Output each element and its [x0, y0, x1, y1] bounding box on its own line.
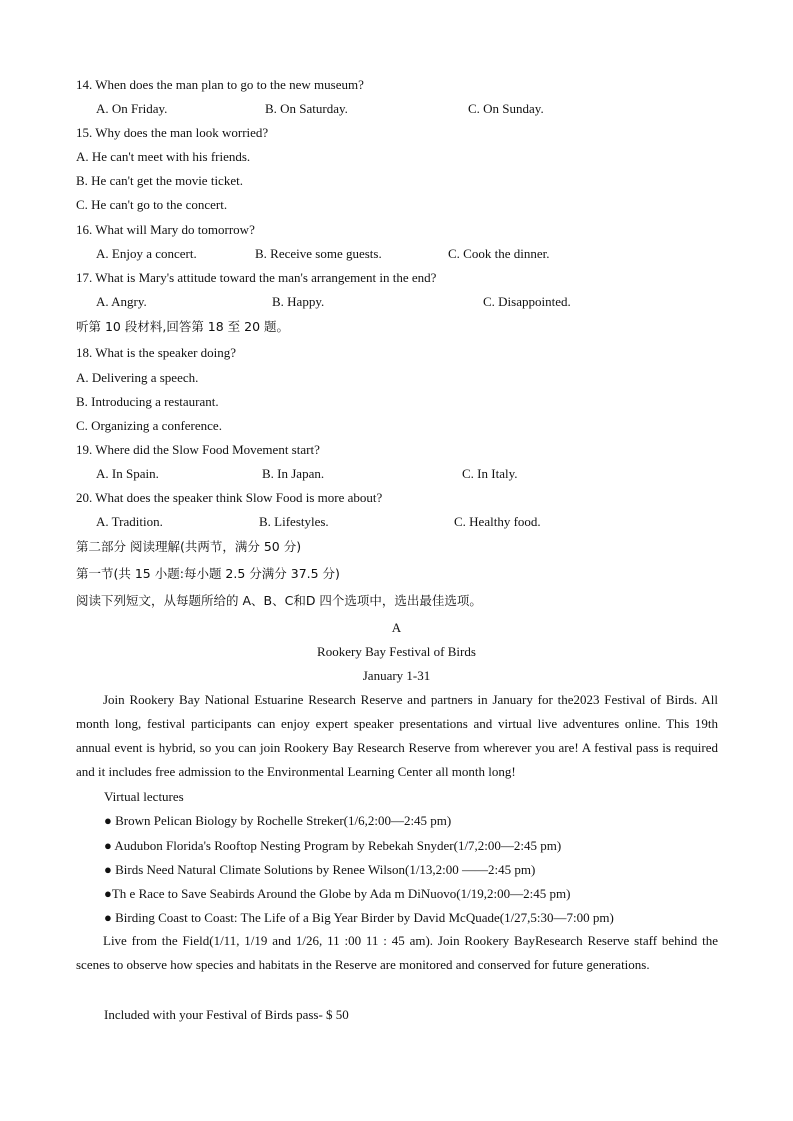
question-17-option-a: A. Angry. — [96, 294, 147, 309]
question-16-option-a: A. Enjoy a concert. — [96, 246, 197, 261]
question-19-option-c: C. In Italy. — [462, 466, 518, 481]
question-18-option-a: A. Delivering a speech. — [76, 370, 199, 385]
question-15-option-c: C. He can't go to the concert. — [76, 197, 228, 212]
question-16-option-c: C. Cook the dinner. — [448, 246, 550, 261]
question-18-stem: 18. What is the speaker doing? — [76, 345, 237, 360]
lecture-item: ● Audubon Florida's Rooftop Nesting Program by Rebekah Snyder(1/7,2:00—2:45 pm) — [104, 838, 562, 853]
question-14-option-a: A. On Friday. — [96, 101, 168, 116]
section-1-heading: 第一节(共 15 小题:每小题 2.5 分满分 37.5 分) — [76, 566, 340, 581]
part-2-heading: 第二部分 阅读理解(共两节，满分 50 分) — [76, 539, 302, 554]
passage-title: Rookery Bay Festival of Birds — [317, 644, 476, 659]
question-14-option-c: C. On Sunday. — [468, 101, 544, 116]
passage-intro-paragraph: Join Rookery Bay National Estuarine Research Reserve and partners in January for the2023 Festival of Birds. All month long, festival participants can enjoy expert speaker presentations and virtual live adventures online. This 19th annual event is hybrid, so you can join Rookery Bay Research Reserve from wherever you are! A festival pass is required and it includes free admission to the Environmental Learning Center all month long! — [76, 692, 718, 779]
passage-dates: January 1-31 — [362, 668, 431, 683]
question-18-option-c: C. Organizing a conference. — [76, 418, 222, 433]
question-15-stem: 15. Why does the man look worried? — [76, 125, 269, 140]
passage-letter: A — [391, 620, 402, 635]
question-17-stem: 17. What is Mary's attitude toward the man's arrangement in the end? — [76, 270, 437, 285]
question-14-option-b: B. On Saturday. — [265, 101, 348, 116]
question-17-option-b: B. Happy. — [272, 294, 325, 309]
question-17-option-c: C. Disappointed. — [483, 294, 571, 309]
lecture-item: ● Birding Coast to Coast: The Life of a Big Year Birder by David McQuade(1/27,5:30—7:00 pm) — [104, 910, 614, 925]
question-16-option-b: B. Receive some guests. — [255, 246, 382, 261]
pass-price: Included with your Festival of Birds pass- $ 50 — [104, 1007, 349, 1022]
question-15-option-a: A. He can't meet with his friends. — [76, 149, 251, 164]
question-16-stem: 16. What will Mary do tomorrow? — [76, 222, 255, 237]
question-19-option-b: B. In Japan. — [262, 466, 325, 481]
lecture-item: ● Brown Pelican Biology by Rochelle Streker(1/6,2:00—2:45 pm) — [104, 813, 452, 828]
question-14-stem: 14. When does the man plan to go to the new museum? — [76, 77, 364, 92]
question-20-option-a: A. Tradition. — [96, 514, 163, 529]
lecture-item: ● Birds Need Natural Climate Solutions by Renee Wilson(1/13,2:00 ——2:45 pm) — [104, 862, 536, 877]
lecture-item: ●Th e Race to Save Seabirds Around the Globe by Ada m DiNuovo(1/19,2:00—2:45 pm) — [104, 886, 571, 901]
section-10-heading: 听第 10 段材料,回答第 18 至 20 题。 — [76, 319, 290, 334]
question-20-option-b: B. Lifestyles. — [259, 514, 329, 529]
question-20-option-c: C. Healthy food. — [454, 514, 541, 529]
live-from-field-paragraph: Live from the Field(1/11, 1/19 and 1/26, 11 :00 11 : 45 am). Join Rookery BayResearch Reserve staff behind the scenes to observe how species and habitats in the Reserve are monitored and conserved for future generations. — [76, 933, 718, 972]
question-19-option-a: A. In Spain. — [96, 466, 159, 481]
question-15-option-b: B. He can't get the movie ticket. — [76, 173, 243, 188]
reading-instruction: 阅读下列短文，从每题所给的 A、B、C和D 四个选项中，选出最佳选项。 — [76, 593, 482, 608]
question-19-stem: 19. Where did the Slow Food Movement start? — [76, 442, 320, 457]
question-18-option-b: B. Introducing a restaurant. — [76, 394, 219, 409]
question-20-stem: 20. What does the speaker think Slow Food is more about? — [76, 490, 383, 505]
lectures-heading: Virtual lectures — [104, 789, 184, 804]
